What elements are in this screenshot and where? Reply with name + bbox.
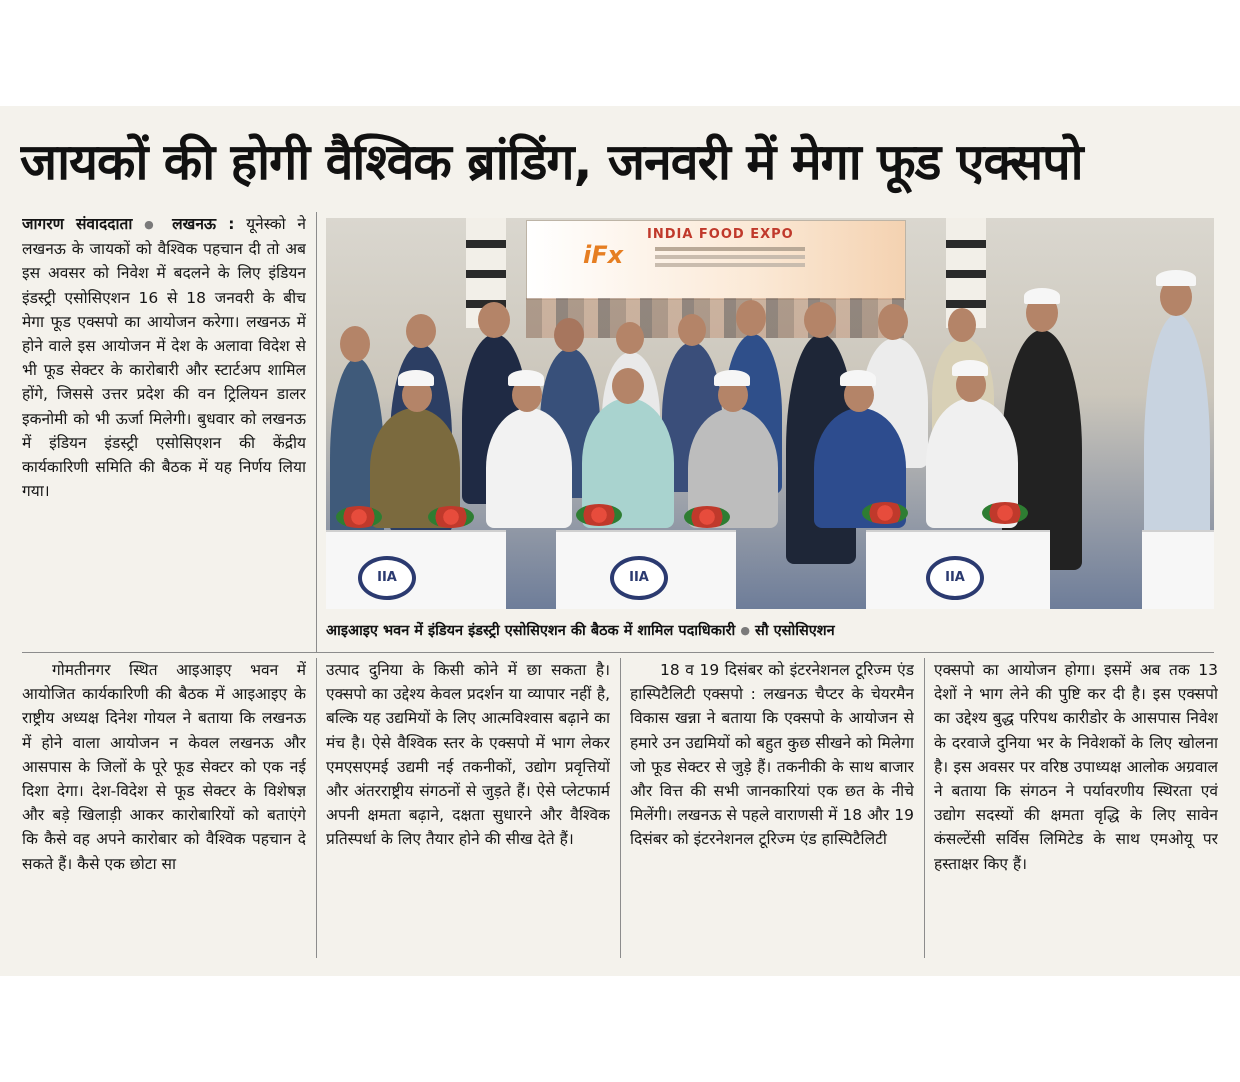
intro-text: यूनेस्को ने लखनऊ के जायकों को वैश्विक पहचान दी तो अब इस अवसर को निवेश में बदलने के लिए इंडियन इंडस्ट्री एसोसिएशन 16 से 18 जनवरी के बीच मेगा फूड एक्सपो का आयोजन करेगा। लखनऊ में होने वाले इस आयोजन में देश के अलावा विदेश से भी फूड सेक्टर के कारोबारी और स्टार्टअप शामिल होंगे, जिससे उत्तर प्रदेश की वन ट्रिलियन डालर इकनोमी को भी ऊर्जा मिलेगी। बुधवार को लखनऊ में इंडियन इंडस्ट्री एसोसिएशन की केंद्रीय कार्यकारिणी समिति की बैठक में यह निर्णय लिया गया। — [22, 215, 306, 501]
paragraph-4: 18 व 19 दिसंबर को इंटरनेशनल टूरिज्म एंड हास्पिटैलिटी एक्सपो : लखनऊ चैप्टर के चेयरमैन विकास खन्ना ने बताया कि एक्सपो के आयोजन से हमारे उन उद्यमियों को बहुत कुछ सीखने को मिलेगा जो फूड सेक्टर से जुड़े हैं। तकनीकी के साथ बाजार और वित्त की सभी जानकारियां एक छत के नीचे मिलेंगी। लखनऊ से पहले वाराणसी में 18 और 19 दिसंबर को इंटरनेशनल टूरिज्म एंड हास्पिटैलिटी — [630, 661, 914, 849]
flower-bouquet — [982, 502, 1028, 524]
white-cap — [1156, 270, 1196, 286]
flower-bouquet — [684, 506, 730, 528]
paragraph-3: उत्पाद दुनिया के किसी कोने में छा सकता है। एक्सपो का उद्देश्य केवल प्रदर्शन या व्यापार नहीं है, बल्कि यह उद्यमियों के लिए आत्मविश्वास बढ़ाने का मंच है। ऐसे वैश्विक स्तर के एक्सपो में भाग लेकर एमएसएमई उद्यमी नई तकनीकों, उद्योग प्रवृत्तियों और अंतरराष्ट्रीय संगठनों से जुड़ते हैं। ऐसे प्लेटफार्म अपनी क्षमता बढ़ाने, दक्षता सुधारने और वैश्विक प्रतिस्पर्धा के लिए तैयार होने की सीख देते हैं। — [326, 661, 610, 849]
paragraph-2: गोमतीनगर स्थित आइआइए भवन में आयोजित कार्यकारिणी की बैठक में आइआइए के राष्ट्रीय अध्यक्ष दिनेश गोयल ने बताया कि लखनऊ में होने वाला आयोजन न केवल लखनऊ और आसपास के जिलों के पूरे फूड सेक्टर को एक नई दिशा देगा। देश-विदेश से फूड सेक्टर के विशेषज्ञ और बड़े खिलाड़ी आकर कारोबारियों को बताएंगे कि कैसे वह अपने कारोबार को वैश्विक पहचान दे सकते हैं। कैसे एक छोटा सा — [22, 661, 306, 873]
column-divider — [316, 212, 317, 652]
person-head — [878, 304, 908, 340]
caption-text: आइआइए भवन में इंडियन इंडस्ट्री एसोसिएशन की बैठक में शामिल पदाधिकारी — [326, 623, 736, 639]
person-head — [736, 300, 766, 336]
intro-column — [22, 212, 306, 652]
dateline-place: लखनऊ : — [172, 215, 235, 233]
person-head — [804, 302, 836, 338]
white-cap — [952, 360, 988, 376]
flower-bouquet — [336, 506, 382, 528]
body-column-4 — [934, 658, 1218, 958]
expo-logo: iFx — [583, 241, 624, 269]
intro-paragraph — [22, 212, 306, 503]
person-head — [612, 368, 644, 404]
body-column-1 — [22, 658, 306, 958]
bullet-dot-icon: ● — [144, 218, 161, 231]
column-divider — [620, 658, 621, 958]
white-cap — [840, 370, 876, 386]
column-divider — [316, 658, 317, 958]
expo-banner-title: INDIA FOOD EXPO — [647, 227, 794, 242]
headline: जायकों की होगी वैश्विक ब्रांडिंग, जनवरी में मेगा फूड एक्सपो — [20, 133, 1083, 191]
flower-bouquet — [576, 504, 622, 526]
iia-table-logo: IIA — [610, 556, 668, 600]
person-head — [616, 322, 644, 354]
white-cap — [714, 370, 750, 386]
bullet-dot-icon: ● — [740, 624, 750, 637]
column-divider — [924, 658, 925, 958]
paragraph-5: एक्सपो का आयोजन होगा। इसमें अब तक 13 देशों ने भाग लेने की पुष्टि कर दी है। इस एक्सपो का उद्देश्य बुद्ध परिपथ कारीडोर के आसपास निवेश के दरवाजे दुनिया भर के निवेशकों के लिए खोलना है। इस अवसर पर वरिष्ठ उपाध्यक्ष आलोक अग्रवाल ने बताया कि संगठन ने पर्यावरणीय स्थिरता एवं उद्योग सदस्यों की क्षमता वृद्धि के लिए सावेन कंसल्टेंसी सर्विस लिमिटेड के साथ एमओयू पर हस्ताक्षर किए हैं। — [934, 661, 1218, 873]
byline: जागरण संवाददाता — [22, 215, 133, 233]
flower-bouquet — [428, 506, 474, 528]
photo-credit: सौ एसोसिएशन — [755, 623, 835, 639]
event-photo — [326, 218, 1214, 609]
person-head — [554, 318, 584, 352]
iia-table-logo: IIA — [926, 556, 984, 600]
person-head — [678, 314, 706, 346]
person-head — [406, 314, 436, 348]
front-table — [326, 530, 506, 609]
person-head — [340, 326, 370, 362]
banner-subtext-lines — [655, 247, 805, 251]
photo-caption — [326, 614, 1214, 648]
iia-table-logo: IIA — [358, 556, 416, 600]
person-head — [478, 302, 510, 338]
white-cap — [508, 370, 544, 386]
body-column-2 — [326, 658, 610, 958]
body-column-3 — [630, 658, 914, 958]
white-cap — [1024, 288, 1060, 304]
flower-bouquet — [862, 502, 908, 524]
person-head — [948, 308, 976, 342]
front-table — [1142, 530, 1214, 609]
column-divider-horizontal — [22, 652, 1214, 653]
seated-person — [486, 408, 572, 528]
white-cap — [398, 370, 434, 386]
expo-banner — [526, 220, 906, 300]
